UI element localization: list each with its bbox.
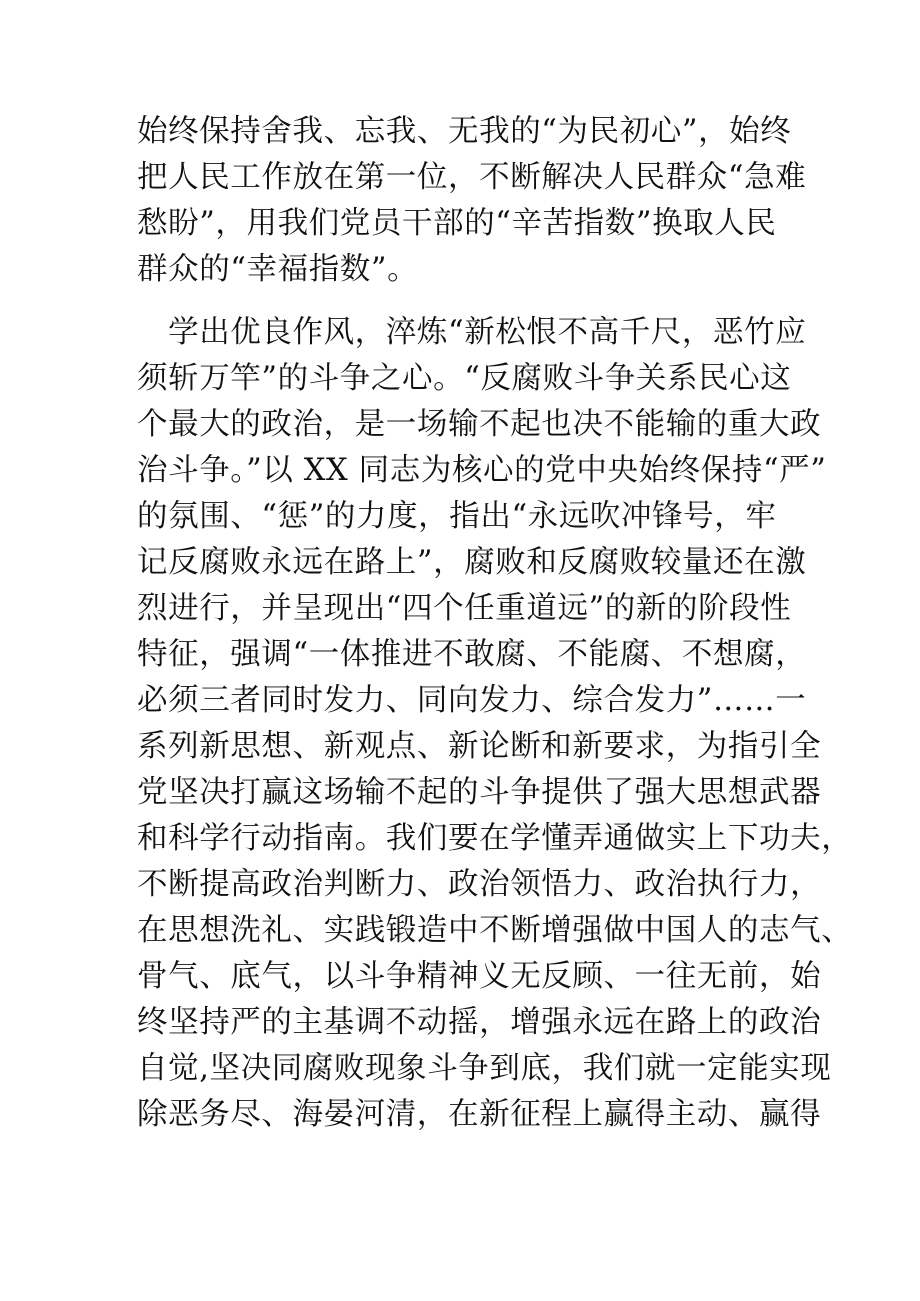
text-line: 烈进行，并呈现出“四个任重道远”的新的阶段性 bbox=[137, 591, 792, 626]
text-line: 个最大的政治，是一场输不起也决不能输的重大政 bbox=[137, 407, 822, 442]
text-line: 除恶务尽、海晏河清，在新征程上赢得主动、赢得 bbox=[137, 1097, 822, 1132]
text-line: 必须三者同时发力、同向发力、综合发力”……一 bbox=[137, 683, 807, 718]
text-line: 在思想洗礼、实践锻造中不断增强做中国人的志气、 bbox=[137, 913, 853, 948]
text-line: 记反腐败永远在路上”，腐败和反腐败较量还在激 bbox=[137, 545, 807, 580]
text-line: 学出优良作风，淬炼“新松恨不高千尺，恶竹应 bbox=[137, 315, 807, 350]
text-line: 的氛围、“惩”的力度，指出“永远吹冲锋号，牢 bbox=[137, 499, 777, 534]
text-line: 终坚持严的主基调不动摇，增强永远在路上的政治 bbox=[137, 1005, 822, 1040]
text-line: 党坚决打赢这场输不起的斗争提供了强大思想武器 bbox=[137, 775, 822, 810]
text-line: 骨气、底气，以斗争精神义无反顾、一往无前，始 bbox=[137, 959, 822, 994]
text-line: 治斗争。”以 XX 同志为核心的党中央始终保持“严” bbox=[137, 453, 827, 488]
text-line: 须斩万竿”的斗争之心。“反腐败斗争关系民心这 bbox=[137, 361, 792, 396]
text-line: 特征，强调“一体推进不敢腐、不能腐、不想腐， bbox=[137, 637, 807, 672]
text-line: 不断提高政治判断力、政治领悟力、政治执行力， bbox=[137, 867, 822, 902]
text-line: 愁盼”，用我们党员干部的“辛苦指数”换取人民 bbox=[137, 206, 777, 241]
text-line: 系列新思想、新观点、新论断和新要求，为指引全 bbox=[137, 729, 822, 764]
text-line: 自觉,坚决同腐败现象斗争到底，我们就一定能实现 bbox=[137, 1051, 832, 1086]
text-line: 始终保持舍我、忘我、无我的“为民初心”，始终 bbox=[137, 114, 792, 149]
text-line: 和科学行动指南。我们要在学懂弄通做实上下功夫， bbox=[137, 821, 853, 856]
text-line: 把人民工作放在第一位，不断解决人民群众“急难 bbox=[137, 160, 807, 195]
text-line: 群众的“幸福指数”。 bbox=[137, 252, 419, 287]
